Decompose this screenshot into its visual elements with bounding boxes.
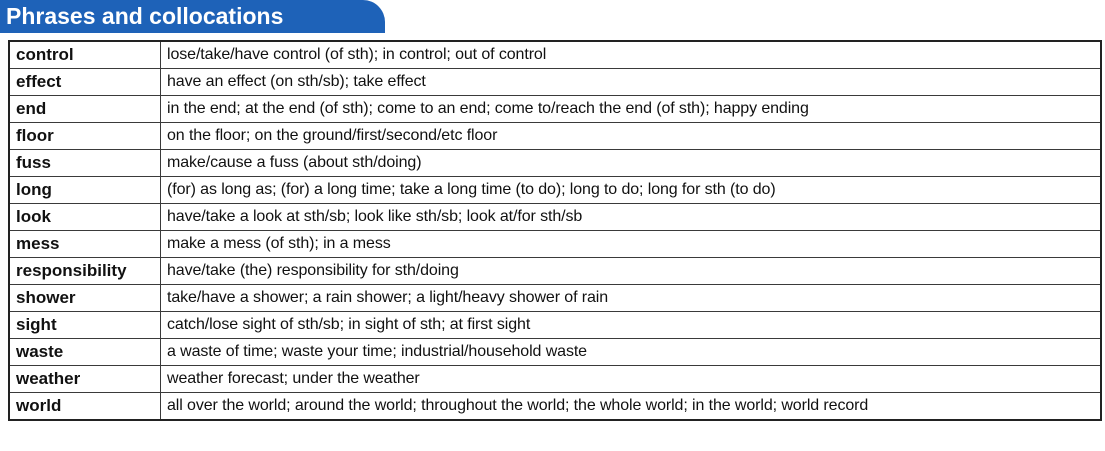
phrases-cell: have/take a look at sth/sb; look like sth/sb; look at/for sth/sb: [161, 204, 1102, 231]
phrases-cell: have an effect (on sth/sb); take effect: [161, 69, 1102, 96]
phrases-cell: have/take (the) responsibility for sth/doing: [161, 258, 1102, 285]
phrases-cell: weather forecast; under the weather: [161, 366, 1102, 393]
phrases-cell: in the end; at the end (of sth); come to an end; come to/reach the end (of sth); happy ending: [161, 96, 1102, 123]
table-row: [9, 123, 1101, 150]
word-cell: long: [9, 177, 161, 204]
table-row: [9, 258, 1101, 285]
phrases-cell: take/have a shower; a rain shower; a light/heavy shower of rain: [161, 285, 1102, 312]
word-cell: effect: [9, 69, 161, 96]
table-row: [9, 366, 1101, 393]
word-cell: floor: [9, 123, 161, 150]
word-cell: world: [9, 393, 161, 421]
table-row: [9, 231, 1101, 258]
table-row: [9, 285, 1101, 312]
phrases-table: [8, 40, 1102, 421]
table-row: [9, 96, 1101, 123]
word-cell: mess: [9, 231, 161, 258]
word-cell: look: [9, 204, 161, 231]
word-cell: weather: [9, 366, 161, 393]
table-row: [9, 69, 1101, 96]
word-cell: responsibility: [9, 258, 161, 285]
phrases-cell: a waste of time; waste your time; industrial/household waste: [161, 339, 1102, 366]
word-cell: end: [9, 96, 161, 123]
phrases-cell: lose/take/have control (of sth); in control; out of control: [161, 41, 1102, 69]
table-row: [9, 150, 1101, 177]
table-row: [9, 339, 1101, 366]
table-row: [9, 393, 1101, 421]
table-row: [9, 204, 1101, 231]
phrases-cell: make a mess (of sth); in a mess: [161, 231, 1102, 258]
word-cell: waste: [9, 339, 161, 366]
table-row: [9, 177, 1101, 204]
word-cell: sight: [9, 312, 161, 339]
word-cell: fuss: [9, 150, 161, 177]
phrases-cell: all over the world; around the world; throughout the world; the whole world; in the world; world record: [161, 393, 1102, 421]
word-cell: control: [9, 41, 161, 69]
table-row: [9, 312, 1101, 339]
phrases-cell: (for) as long as; (for) a long time; take a long time (to do); long to do; long for sth (to do): [161, 177, 1102, 204]
table-row: [9, 41, 1101, 69]
phrases-cell: make/cause a fuss (about sth/doing): [161, 150, 1102, 177]
phrases-cell: on the floor; on the ground/first/second/etc floor: [161, 123, 1102, 150]
section-header: Phrases and collocations: [0, 0, 385, 33]
word-cell: shower: [9, 285, 161, 312]
phrases-cell: catch/lose sight of sth/sb; in sight of sth; at first sight: [161, 312, 1102, 339]
